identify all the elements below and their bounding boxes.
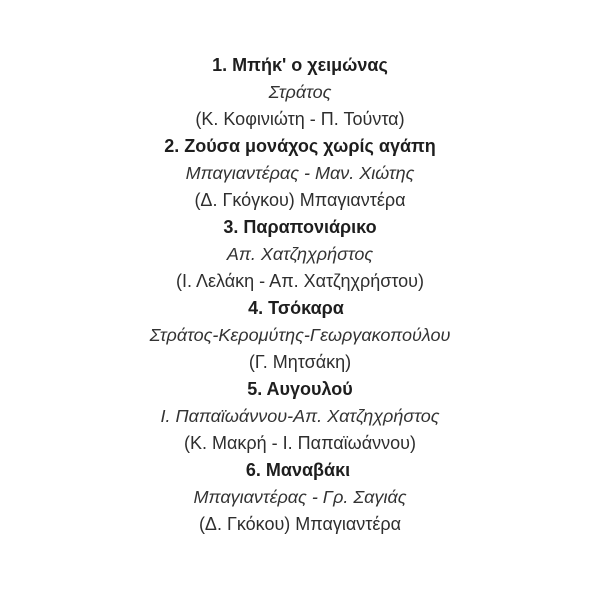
track-performer: Στράτος-Κερομύτης-Γεωργακοπούλου [149,325,451,345]
track-performer: Μπαγιαντέρας - Μαν. Χιώτης [185,163,415,183]
track-title: 1. Μπήκ' ο χειμώνας [212,55,388,75]
track-title: 4. Τσόκαρα [248,298,344,318]
track-title: 3. Παραπονιάρικο [223,217,377,237]
track-performer: Μπαγιαντέρας - Γρ. Σαγιάς [193,487,407,507]
track-item [0,376,600,457]
track-credits: (Δ. Γκόκου) Μπαγιαντέρα [198,514,402,534]
track-credits: (Κ. Κοφινιώτη - Π. Τούντα) [195,109,405,129]
track-performer: Απ. Χατζηχρήστος [226,244,374,264]
track-item [0,457,600,538]
track-item [0,52,600,133]
track-credits: (Δ. Γκόγκου) Μπαγιαντέρα [194,190,406,210]
track-item [0,295,600,376]
track-title: 5. Αυγουλού [247,379,353,399]
track-item [0,133,600,214]
track-title: 6. Μαναβάκι [245,460,351,480]
track-credits: (Γ. Μητσάκη) [248,352,352,372]
tracklist [0,52,600,538]
track-performer: Ι. Παπαϊωάννου-Απ. Χατζηχρήστος [160,406,440,426]
track-title: 2. Ζούσα μονάχος χωρίς αγάπη [164,136,436,156]
track-performer: Στράτος [268,82,332,102]
track-credits: (Ι. Λελάκη - Απ. Χατζηχρήστου) [175,271,425,291]
track-item [0,214,600,295]
track-credits: (Κ. Μακρή - Ι. Παπαϊωάννου) [184,433,416,453]
